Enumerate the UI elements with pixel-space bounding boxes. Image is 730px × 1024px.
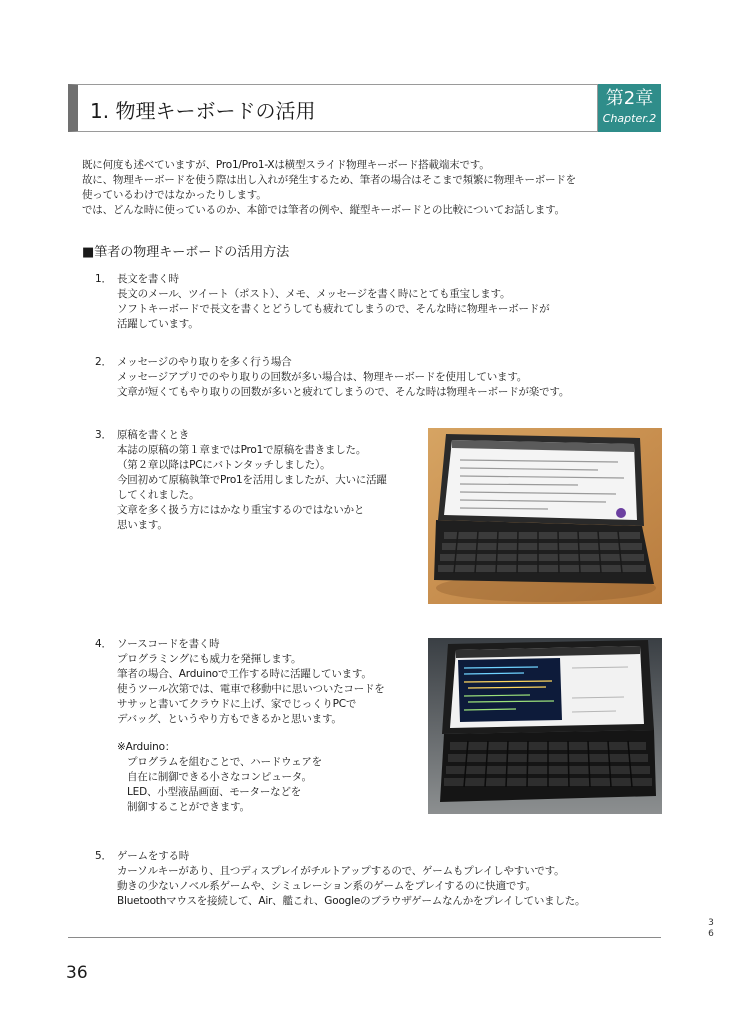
arduino-note	[117, 740, 385, 815]
chapter-number: 第2章	[605, 88, 654, 109]
list-item-5	[95, 849, 585, 909]
side-page-digit: 6	[708, 929, 714, 939]
item-line: 筆者の場合、Arduinoで工作する時に活躍しています。	[117, 668, 372, 680]
item-line: 長文のメール、ツイート（ポスト）、メモ、メッセージを書く時にとても重宝します。	[117, 288, 511, 300]
item-number: 3．	[95, 429, 112, 441]
section-heading: ■筆者の物理キーボードの活用方法	[82, 245, 290, 260]
note-line: 自在に制御できる小さなコンピュータ。	[127, 771, 312, 783]
item-line: メッセージアプリでのやり取りの回数が多い場合は、物理キーボードを使用しています。	[117, 371, 528, 383]
item-line: 使うツール次第では、電車で移動中に思いついたコードを	[117, 683, 385, 695]
intro-line: では、どんな時に使っているのか、本節では筆者の例や、縦型キーボードとの比較についてお話します。	[82, 204, 565, 216]
note-line: 制御することができます。	[127, 801, 250, 813]
photo-device-text-editor	[428, 428, 662, 604]
list-item-4	[95, 637, 385, 815]
item-number: 1．	[95, 273, 112, 285]
item-number: 4．	[95, 638, 112, 650]
list-item-2	[95, 355, 569, 400]
list-item-1	[95, 272, 549, 332]
intro-paragraph	[82, 158, 662, 218]
note-line: プログラムを組むことで、ハードウェアを	[127, 756, 322, 768]
item-line: 文章が短くてもやり取りの回数が多いと疲れてしまうので、そんな時は物理キーボードが楽です。	[117, 386, 570, 398]
item-line: デバッグ、というやり方もできるかと思います。	[117, 713, 342, 725]
item-number: 2．	[95, 356, 112, 368]
item-line: してくれました。	[117, 489, 200, 501]
item-line: Bluetoothマウスを接続して、Air、艦これ、Googleのブラウザゲームなんかをプレイしていました。	[117, 895, 586, 907]
item-line: 文章を多く扱う方にはかなり重宝するのではないかと	[117, 504, 365, 516]
item-line: 動きの少ないノベル系ゲームや、シミュレーション系のゲームをプレイするのに快適です。	[117, 880, 536, 892]
chapter-badge	[598, 84, 661, 132]
list-item-3	[95, 428, 387, 533]
intro-line: 故に、物理キーボードを使う際は出し入れが発生するため、筆者の場合はそこまで頻繁に物理キーボードを	[82, 174, 576, 186]
item-line: 本誌の原稿の第１章まではPro1で原稿を書きました。	[117, 444, 367, 456]
section-title-box	[68, 84, 598, 132]
note-line: LED、小型液晶画面、モーターなどを	[127, 786, 302, 798]
item-title: ゲームをする時	[117, 850, 190, 862]
intro-line: 使っているわけではなかったりします。	[82, 189, 267, 201]
item-title: 長文を書く時	[117, 273, 179, 285]
item-title: 原稿を書くとき	[117, 429, 190, 441]
page-number: 36	[66, 963, 88, 983]
item-line: カーソルキーがあり、且つディスプレイがチルトアップするので、ゲームもプレイしやすいです。	[117, 865, 565, 877]
item-line: ソフトキーボードで長文を書くとどうしても疲れてしまうので、そんな時に物理キーボードが	[117, 303, 550, 315]
side-page-number	[706, 918, 716, 940]
item-line: 思います。	[117, 519, 168, 531]
footer-divider	[68, 937, 661, 938]
item-line: 今回初めて原稿執筆でPro1を活用しましたが、大いに活躍	[117, 474, 387, 486]
item-number: 5．	[95, 850, 112, 862]
side-page-digit: 3	[708, 918, 714, 928]
item-title: ソースコードを書く時	[117, 638, 220, 650]
section-title: 1. 物理キーボードの活用	[90, 99, 316, 123]
item-line: ササッと書いてクラウドに上げ、家でじっくりPCで	[117, 698, 357, 710]
item-line: （第２章以降はPCにバトンタッチしました）。	[117, 459, 331, 471]
item-line: 活躍しています。	[117, 318, 199, 330]
item-title: メッセージのやり取りを多く行う場合	[117, 356, 292, 368]
intro-line: 既に何度も述べていますが、Pro1/Pro1-Xは横型スライド物理キーボード搭載端末です。	[82, 159, 490, 171]
chapter-english: Chapter.2	[602, 112, 657, 125]
item-line: プログラミングにも威力を発揮します。	[117, 653, 302, 665]
note-title: ※Arduino：	[117, 741, 176, 753]
photo-device-code-editor	[428, 638, 662, 814]
